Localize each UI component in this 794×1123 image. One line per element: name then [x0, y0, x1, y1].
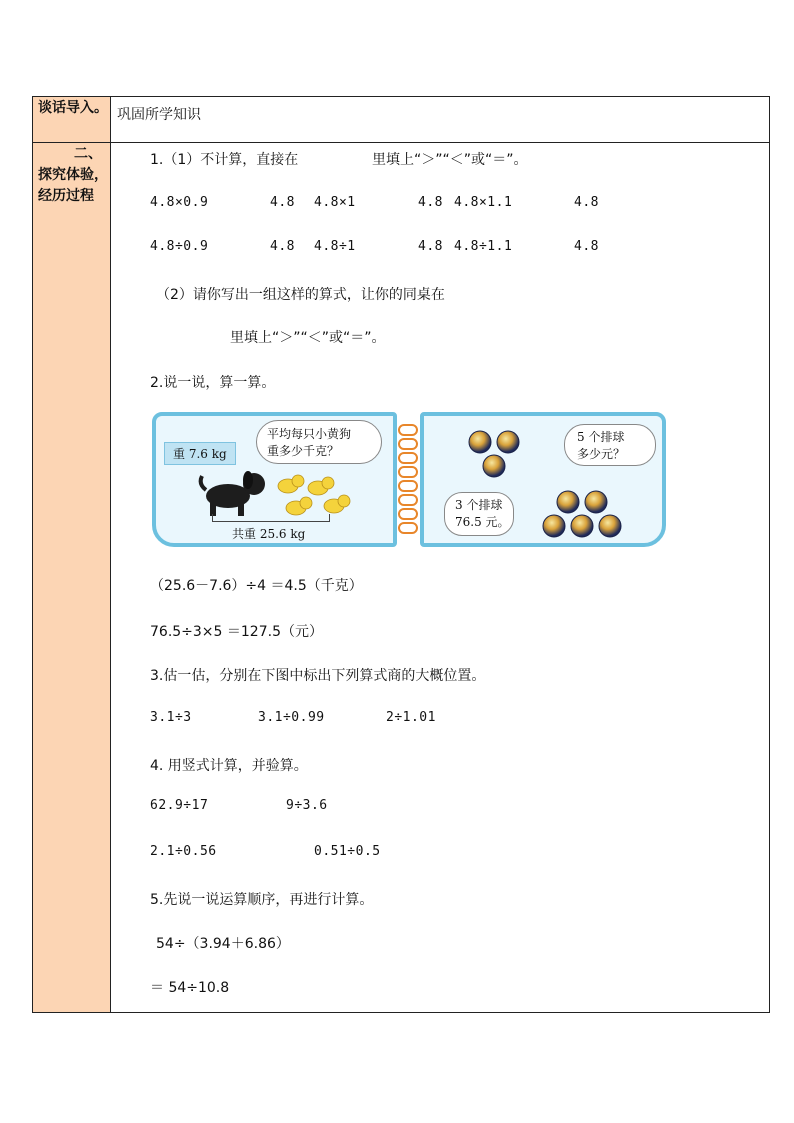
price-info-line2: 76.5 元。: [455, 515, 510, 529]
q1-r1-expr3: 4.8×1.1: [454, 195, 513, 210]
q1-part2: （2）请你写出一组这样的算式，让你的同桌在: [156, 287, 445, 303]
q1-part2-tail: 里填上“＞”“＜”或“＝”。: [230, 330, 386, 346]
black-dog-icon: [201, 471, 265, 516]
q4-heading: 4. 用竖式计算，并验算。: [150, 758, 308, 774]
q1-r2-val3: 4.8: [574, 239, 599, 254]
spiral-ring: [398, 438, 418, 450]
row-divider: [33, 142, 769, 143]
spiral-ring: [398, 466, 418, 478]
q2-heading: 2.说一说，算一算。: [150, 375, 276, 391]
spiral-ring: [398, 522, 418, 534]
weight-tag: 重 7.6 kg: [164, 442, 236, 465]
volleyball-illustration-panel: [420, 412, 666, 547]
q1-r2-expr2: 4.8÷1: [314, 239, 356, 254]
price-info-line1: 3 个排球: [455, 498, 503, 512]
stage-explore-line2: 探究体验，: [38, 167, 108, 183]
q5-line1: 54÷（3.94＋6.86）: [156, 936, 290, 952]
volleyballs-image: [464, 424, 664, 544]
q1-r1-val2: 4.8: [418, 195, 443, 210]
volleyball-icon: [469, 431, 621, 537]
spiral-ring: [398, 494, 418, 506]
q1-r1-expr2: 4.8×1: [314, 195, 356, 210]
stage-intro-label: 谈话导入。: [38, 100, 108, 116]
column-divider: [110, 97, 111, 1012]
q1-r2-val1: 4.8: [270, 239, 295, 254]
q1-r2-val2: 4.8: [418, 239, 443, 254]
q5-heading: 5.先说一说运算顺序，再进行计算。: [150, 892, 374, 908]
q3-heading: 3.估一估，分别在下图中标出下列算式商的大概位置。: [150, 668, 486, 684]
spiral-ring: [398, 424, 418, 436]
spiral-ring: [398, 452, 418, 464]
q3-item3: 2÷1.01: [386, 710, 436, 725]
q1-heading: 1.（1）不计算，直接在: [150, 152, 299, 168]
lesson-table: [32, 96, 770, 1013]
q1-r2-expr3: 4.8÷1.1: [454, 239, 513, 254]
dog-speech-bubble: [256, 420, 382, 464]
stage-explore-line3: 经历过程: [38, 188, 94, 204]
q2-answer2: 76.5÷3×5 ＝127.5（元）: [150, 624, 323, 640]
stage-explore-line1: 二、: [74, 146, 102, 162]
q3-item2: 3.1÷0.99: [258, 710, 325, 725]
q1-heading-tail: 里填上“＞”“＜”或“＝”。: [372, 152, 528, 168]
q4-r1-item1: 62.9÷17: [150, 798, 209, 813]
total-brace: [212, 514, 330, 522]
intro-content: 巩固所学知识: [117, 107, 201, 123]
price-question-line2: 多少元？: [577, 447, 626, 461]
q4-r2-item1: 2.1÷0.56: [150, 844, 217, 859]
yellow-dogs-icon: [278, 475, 350, 515]
spiral-ring: [398, 480, 418, 492]
q4-r2-item2: 0.51÷0.5: [314, 844, 381, 859]
q2-answer1: （25.6－7.6）÷4 ＝4.5（千克）: [150, 578, 363, 594]
q1-r1-val1: 4.8: [270, 195, 295, 210]
stage-cell-explore: [33, 143, 110, 1012]
dog-bubble-line2: 重多少千克？: [267, 444, 340, 458]
q4-r1-item2: 9÷3.6: [286, 798, 328, 813]
dog-bubble-line1: 平均每只小黄狗: [267, 427, 352, 441]
q5-line2: ＝ 54÷10.8: [150, 980, 230, 996]
q1-r1-val3: 4.8: [574, 195, 599, 210]
price-question-line1: 5 个排球: [577, 430, 625, 444]
spiral-ring: [398, 508, 418, 520]
q3-item1: 3.1÷3: [150, 710, 192, 725]
dog-illustration-panel: [152, 412, 397, 547]
total-weight-label: 共重 25.6 kg: [232, 527, 306, 541]
q1-r2-expr1: 4.8÷0.9: [150, 239, 209, 254]
q1-r1-expr1: 4.8×0.9: [150, 195, 209, 210]
